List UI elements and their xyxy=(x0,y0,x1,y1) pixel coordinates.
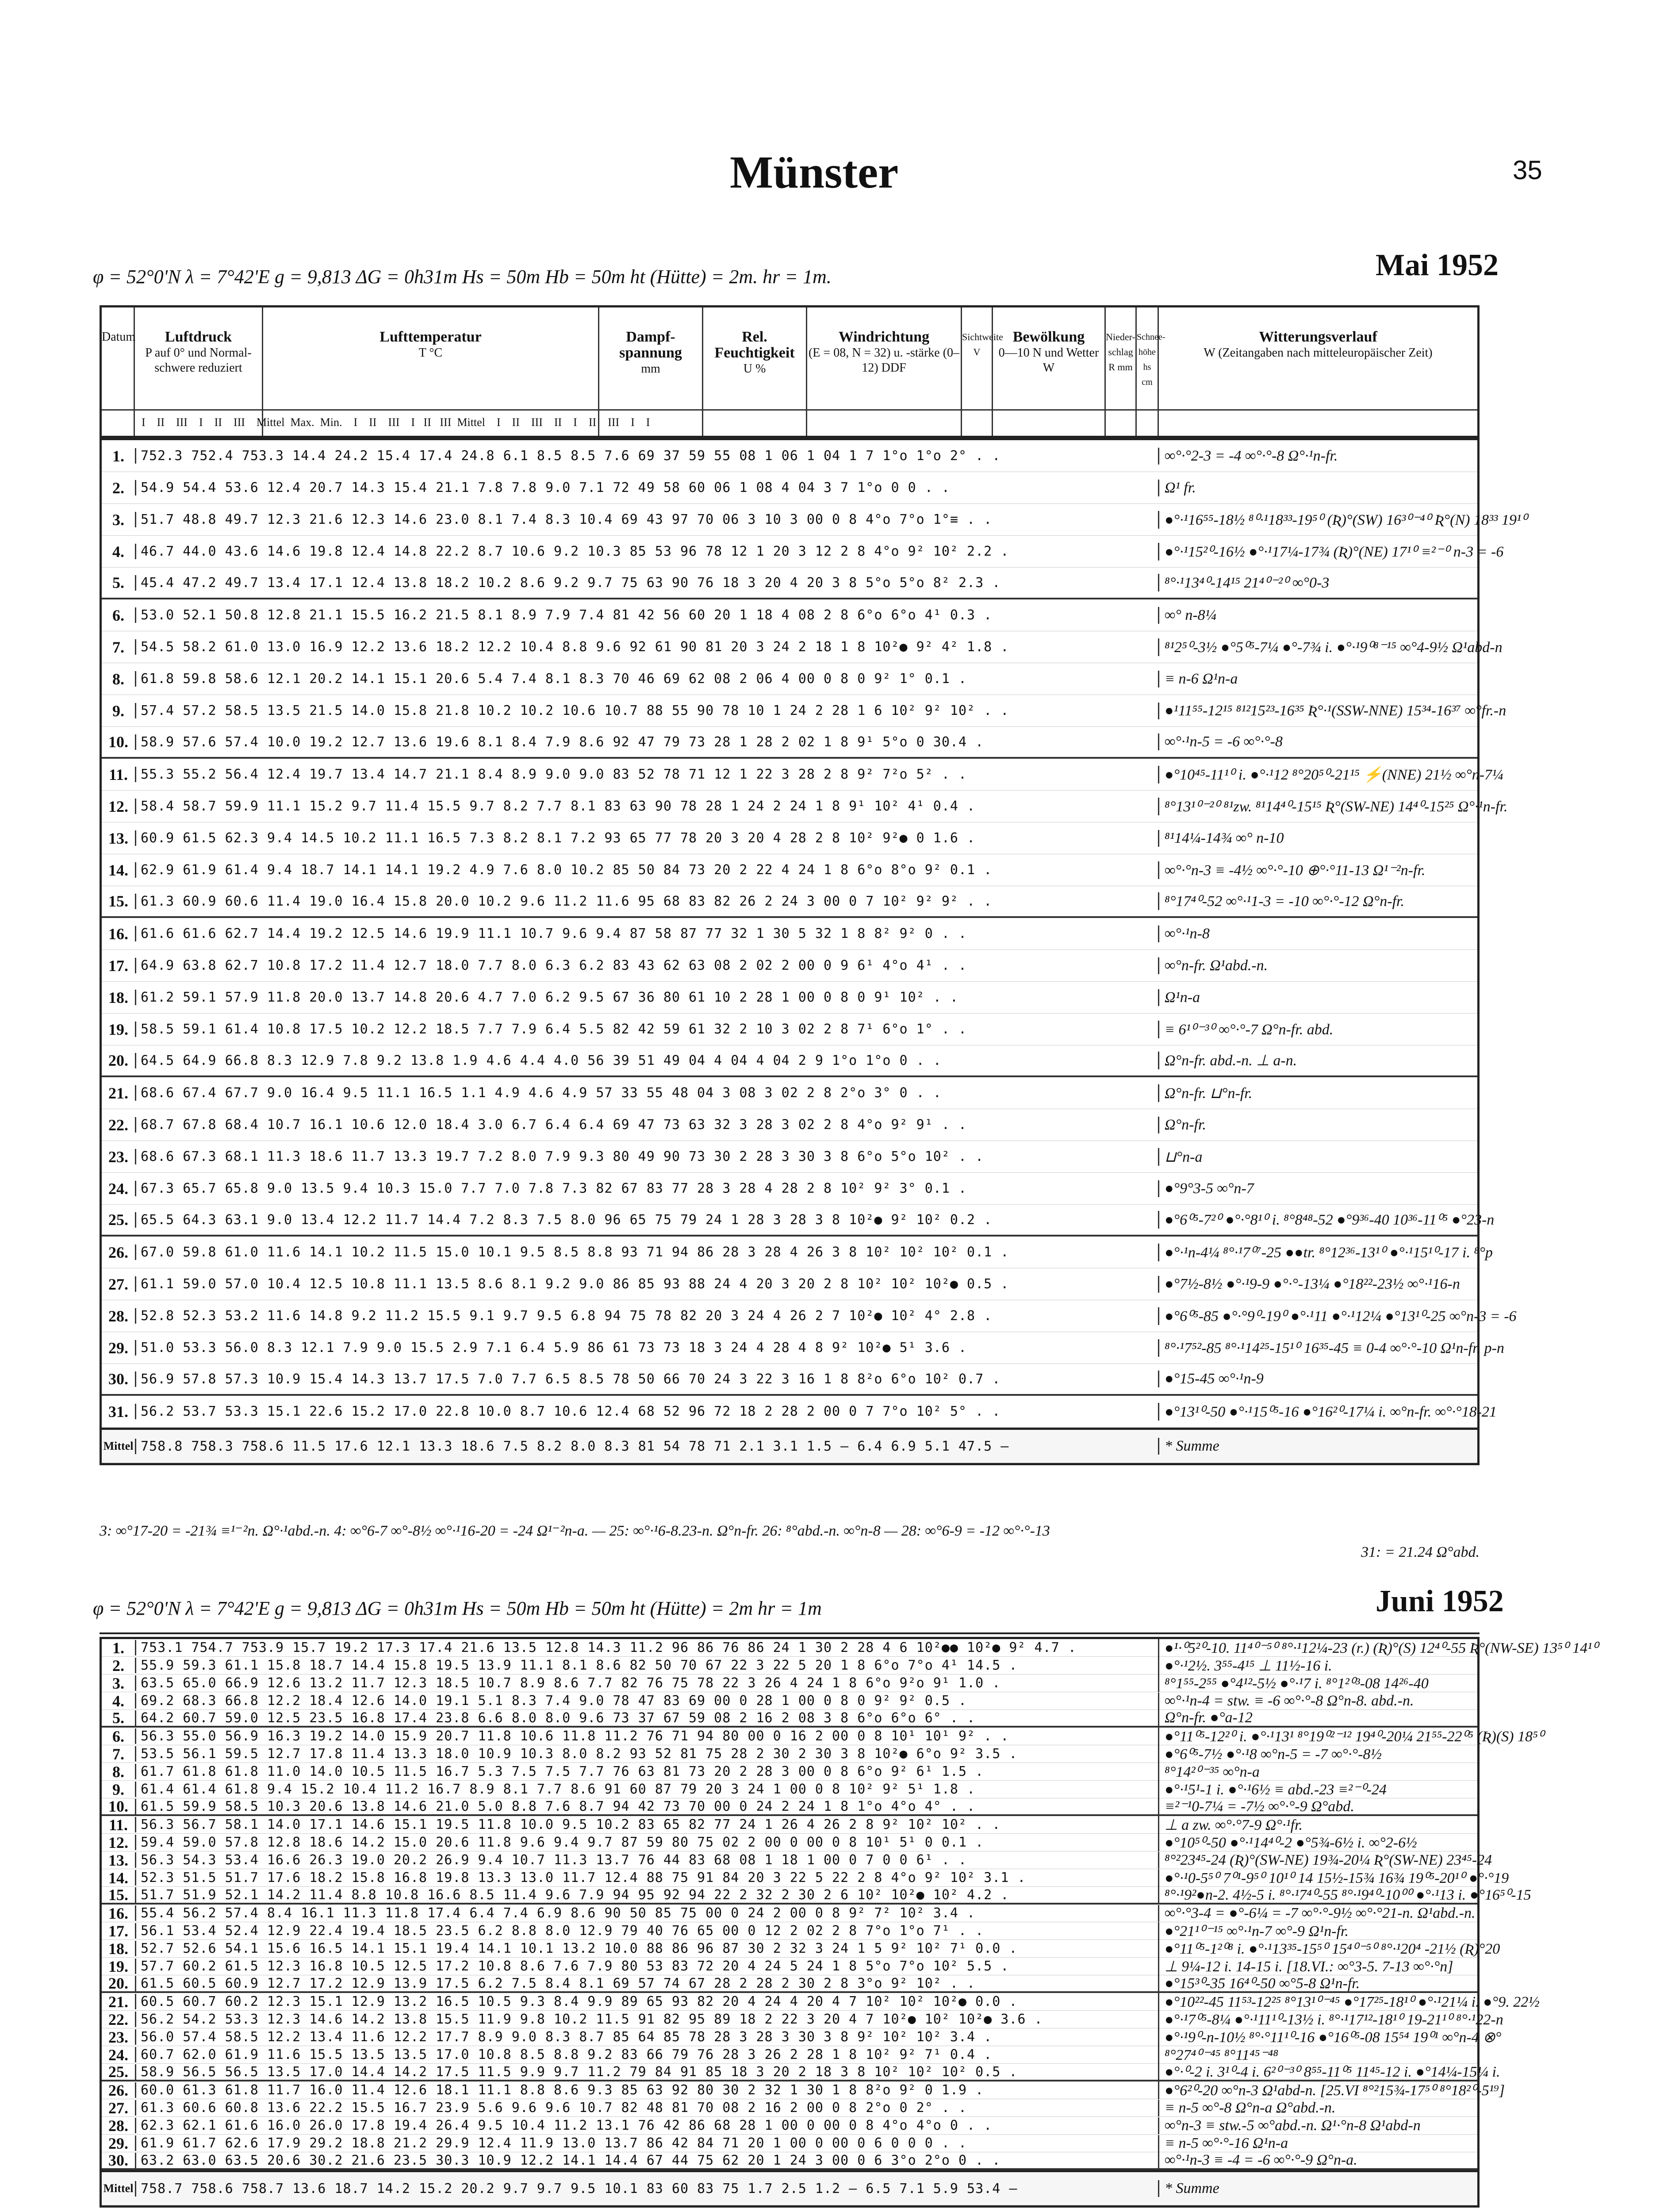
row-weather-log: ●°·¹2½. 3⁵⁵-4¹⁵ ⊥ 11½-16 i. xyxy=(1158,1657,1487,1674)
row-date: 15. xyxy=(108,892,128,910)
header-feuchtigkeit: Rel. Feuchtigkeit U % xyxy=(703,307,807,436)
row-values: 54.9 54.4 53.6 12.4 20.7 14.3 15.4 21.1 7.8 7.8 9.0 7.1 72 49 58 60 06 1 08 4 04 3 7 1°o 0 0 . . xyxy=(135,480,1158,495)
header-luftdruck: Luftdruck P auf 0° und Normal-schwere reduziert xyxy=(135,307,263,436)
mai-station-params: φ = 52°0'N λ = 7°42'E g = 9,813 ΔG = 0h31m Hs = 50m Hb = 50m ht (Hütte) = 2m. hr = 1m. xyxy=(93,266,832,288)
row-weather-log: ⁸°·¹7⁵²-85 ⁸°·¹14²⁵-15¹⁰ 16³⁵-45 ≡ 0-4 ∞°·°-10 Ω¹n-fr. p-n xyxy=(1158,1339,1487,1357)
row-date: 10. xyxy=(108,733,128,751)
row-values: 61.6 61.6 62.7 14.4 19.2 12.5 14.6 19.9 11.1 10.7 9.6 9.4 87 58 87 77 32 1 30 5 32 1 8 8² 9² 0 . . xyxy=(135,926,1158,941)
mittel-values: 758.7 758.6 758.7 13.6 18.7 14.2 15.2 20.2 9.7 9.7 9.5 10.1 83 60 83 75 1.7 2.5 1.2 — 6.5 7.1 5.9 53.4 — xyxy=(135,2181,1158,2197)
table-row xyxy=(102,1639,1598,1657)
header-dampfspannung: Dampf-spannung mm xyxy=(599,307,703,436)
row-date: 13. xyxy=(108,1851,128,1869)
table-row xyxy=(102,1958,1477,1975)
table-row xyxy=(102,1109,1477,1141)
mittel-values: 758.8 758.3 758.6 11.5 17.6 12.1 13.3 18.6 7.5 8.2 8.0 8.3 81 54 78 71 2.1 3.1 1.5 — 6.4 6.9 5.1 47.5 — xyxy=(135,1439,1158,1454)
table-row xyxy=(102,504,1527,536)
row-values: 56.2 54.2 53.3 12.3 14.6 14.2 13.8 15.5 11.9 9.8 10.2 11.5 91 82 95 89 18 2 22 3 20 4 7 10²● 10² 10²● 3.6 . xyxy=(135,2012,1158,2027)
row-weather-log: ∞°·¹n-3 ≡ -4 = -6 ∞°·°-9 Ω°n-a. xyxy=(1158,2152,1487,2169)
row-weather-log: ⊥ 9¼-12 i. 14-15 i. [18.VI.: ∞°3-5. 7-13 ∞°·°n] xyxy=(1158,1958,1487,1975)
row-values: 68.6 67.4 67.7 9.0 16.4 9.5 11.1 16.5 1.1 4.9 4.6 4.9 57 33 55 48 04 3 08 3 02 2 8 2°o 3° 0 . . xyxy=(135,1085,1158,1101)
row-date: 8. xyxy=(112,1763,124,1781)
row-weather-log: Ω°n-fr. xyxy=(1158,1117,1487,1133)
row-weather-log: ●°6²⁰-20 ∞°n-3 Ω¹abd-n. [25.VI ⁸°²15¾-17⁵⁰ ⁸°18²⁰-5¹⁹] xyxy=(1158,2081,1487,2099)
row-values: 56.3 54.3 53.4 16.6 26.3 19.0 20.2 26.9 9.4 10.7 11.3 13.7 76 44 83 68 08 1 18 1 00 0 7 0 0 6¹ . . xyxy=(135,1852,1158,1868)
table-row xyxy=(102,599,1477,631)
row-values: 62.3 62.1 61.6 16.0 26.0 17.8 19.4 26.4 9.5 10.4 11.2 13.1 76 42 86 68 28 1 00 0 00 0 8 4°o 4°o 0 . . xyxy=(135,2118,1158,2133)
row-values: 51.7 51.9 52.1 14.2 11.4 8.8 10.8 16.6 8.5 11.4 9.6 7.9 94 95 92 94 22 2 32 2 30 2 6 10² 10²● 10² 4.2 . xyxy=(135,1887,1158,1903)
table-row xyxy=(102,1077,1477,1109)
row-values: 51.0 53.3 56.0 8.3 12.1 7.9 9.0 15.5 2.9 7.1 6.4 5.9 86 61 73 73 18 3 24 4 28 4 8 9² 10²● 5¹ 3.6 . xyxy=(135,1340,1158,1356)
table-row xyxy=(102,1763,1477,1781)
row-values: 55.3 55.2 56.4 12.4 19.7 13.4 14.7 21.1 8.4 8.9 9.0 9.0 83 52 78 71 12 1 22 3 28 2 8 9² 7²o 5² . . xyxy=(135,767,1158,782)
table-row xyxy=(102,1798,1477,1816)
table-row xyxy=(102,1834,1477,1851)
row-weather-log: ●°·¹n-4¼ ⁸°·¹7⁰⁷-25 ●●tr. ⁸°12³⁶-13¹⁰ ●°·¹15¹⁰-17 i. ⁸°p xyxy=(1158,1244,1487,1261)
row-weather-log: ∞°·¹n-5 = -6 ∞°·°-8 xyxy=(1158,733,1487,750)
row-values: 65.5 64.3 63.1 9.0 13.4 12.2 11.7 14.4 7.2 8.3 7.5 8.0 96 65 75 79 24 1 28 3 28 3 8 10²● 9² 10² 0.2 . xyxy=(135,1212,1158,1228)
row-weather-log: ●°·¹7⁰⁵-8¼ ●°·¹11¹⁰-13½ i. ⁸°·¹17¹²-18¹⁰ 19-21¹⁰ ⁸°·¹22-n xyxy=(1158,2011,1487,2028)
row-weather-log: ∞°·¹n-8 xyxy=(1158,926,1487,942)
page-title: Münster xyxy=(730,147,899,198)
row-values: 52.3 51.5 51.7 17.6 18.2 15.8 16.8 19.8 13.3 13.0 11.7 12.4 88 75 91 84 20 3 22 5 22 2 8 4°o 9² 10² 3.1 . xyxy=(135,1870,1158,1886)
row-date: 28. xyxy=(108,2116,128,2135)
row-weather-log: ●°·¹15²⁰-16½ ●°·¹17¼-17¾ (Ʀ)°(NE) 17¹⁰ ≡²⁻⁰ n-3 = -6 xyxy=(1158,543,1487,561)
table-row xyxy=(102,791,1508,822)
row-weather-log: ⁸°·¹9²●n-2. 4½-5 i. ⁸°·¹7⁴⁰-55 ⁸°·¹9⁴⁰-10⁰⁰ ●°·¹13 i. ●°16⁵⁰-15 xyxy=(1158,1886,1487,1904)
row-date: 2. xyxy=(112,1656,124,1674)
row-values: 57.7 60.2 61.5 12.3 16.8 10.5 12.5 17.2 10.8 8.6 7.6 7.9 80 53 83 72 20 4 24 5 24 1 8 5°o 7°o 10² 5.5 . xyxy=(135,1959,1158,1974)
table-row xyxy=(102,631,1503,663)
table-row xyxy=(102,1727,1544,1745)
row-date: 22. xyxy=(108,2010,128,2028)
row-values: 46.7 44.0 43.6 14.6 19.8 12.4 14.8 22.2 8.7 10.6 9.2 10.3 85 53 96 78 12 1 20 3 12 2 8 4°o 9² 10² 2.2 . xyxy=(135,544,1158,559)
row-date: 1. xyxy=(112,1639,124,1657)
row-values: 56.2 53.7 53.3 15.1 22.6 15.2 17.0 22.8 10.0 8.7 10.6 12.4 68 52 96 72 18 2 28 2 00 0 7 7°o 10² 5° . . xyxy=(135,1404,1158,1419)
row-date: 12. xyxy=(108,1833,128,1851)
row-date: 21. xyxy=(108,1993,128,2011)
row-values: 64.9 63.8 62.7 10.8 17.2 11.4 12.7 18.0 7.7 8.0 6.3 6.2 83 43 62 63 08 2 02 2 00 0 9 6¹ 4°o 4¹ . . xyxy=(135,958,1158,973)
row-date: 26. xyxy=(108,2081,128,2099)
row-values: 55.4 56.2 57.4 8.4 16.1 11.3 11.8 17.4 6.4 7.4 6.9 8.6 90 50 85 75 00 0 24 2 00 0 8 9² 7² 10² 3.4 . xyxy=(135,1905,1158,1921)
row-date: 4. xyxy=(112,1692,124,1710)
row-values: 68.7 67.8 68.4 10.7 16.1 10.6 12.0 18.4 3.0 6.7 6.4 6.4 69 47 73 63 32 3 28 3 02 2 8 4°o 9² 9¹ . . xyxy=(135,1117,1158,1133)
row-date: 6. xyxy=(112,1727,124,1745)
header-bewoelkung: Bewölkung 0—10 N und Wetter W xyxy=(993,307,1106,436)
row-values: 63.5 65.0 66.9 12.6 13.2 11.7 12.3 18.5 10.7 8.9 8.6 7.7 82 76 75 78 22 3 26 4 24 1 8 6°o 9²o 9¹ 1.0 . xyxy=(135,1675,1158,1691)
table-row xyxy=(102,1205,1495,1237)
row-date: 13. xyxy=(108,829,128,847)
row-date: 22. xyxy=(108,1116,128,1134)
row-weather-log: ⁸°27⁴⁰⁻⁴⁵ ⁸°11⁴⁵⁻⁴⁸ xyxy=(1158,2046,1487,2064)
table-row xyxy=(102,1300,1517,1332)
table-row xyxy=(102,2063,1500,2081)
row-date: 25. xyxy=(108,1211,128,1229)
row-values: 53.5 56.1 59.5 12.7 17.8 11.4 13.3 18.0 10.9 10.3 8.0 8.2 93 52 81 75 28 2 30 2 30 3 8 10²● 6°o 9² 3.5 . xyxy=(135,1746,1158,1762)
row-weather-log: ●°10⁵⁰-50 ●°·¹14⁴⁰-2 ●°5¾-6½ i. ∞°2-6½ xyxy=(1158,1834,1487,1851)
row-values: 64.5 64.9 66.8 8.3 12.9 7.8 9.2 13.8 1.9 4.6 4.4 4.0 56 39 51 49 04 4 04 4 04 2 9 1°o 1°o 0 . . xyxy=(135,1053,1158,1068)
table-row xyxy=(102,1268,1477,1300)
row-date: 1. xyxy=(112,447,124,465)
row-weather-log: ∞°n-3 ≡ stw.-5 ∞°abd.-n. Ω¹·°n-8 Ω¹abd-n xyxy=(1158,2117,1487,2134)
row-date: 5. xyxy=(112,574,124,591)
table-row xyxy=(102,2152,1477,2170)
row-weather-log: ≡ 6¹⁰⁻³⁰ ∞°·°-7 Ω°n-fr. abd. xyxy=(1158,1021,1487,1038)
header-datum: Datum xyxy=(102,307,135,436)
header-witterung: Witterungsverlauf W (Zeitangaben nach mitteleuropäischer Zeit) xyxy=(1204,329,1433,360)
row-date: 23. xyxy=(108,1148,128,1166)
row-values: 55.9 59.3 61.1 15.8 18.7 14.4 15.8 19.5 13.9 11.1 8.1 8.6 82 50 70 67 22 3 22 5 20 1 8 6°o 7°o 4¹ 14.5 . xyxy=(135,1658,1158,1673)
row-weather-log: ●°21¹⁰⁻¹⁵ ∞°·¹n-7 ∞°-9 Ω¹n-fr. xyxy=(1158,1922,1487,1940)
row-weather-log: ≡²⁻¹0-7¼ = -7½ ∞°·°-9 Ω°abd. xyxy=(1158,1797,1487,1815)
table-row xyxy=(102,1657,1477,1674)
mittel-row xyxy=(102,2170,1477,2205)
row-values: 61.5 60.5 60.9 12.7 17.2 12.9 13.9 17.5 6.2 7.5 8.4 8.1 69 57 74 67 28 2 28 2 30 2 8 3°o 9² 10² . . xyxy=(135,1976,1158,1991)
row-date: 11. xyxy=(108,765,128,783)
table-row xyxy=(102,822,1477,854)
table-row xyxy=(102,886,1477,918)
table-row xyxy=(102,1674,1477,1692)
table-row xyxy=(102,1781,1477,1798)
row-values: 68.6 67.3 68.1 11.3 18.6 11.7 13.3 19.7 7.2 8.0 7.9 9.3 80 49 90 73 30 2 28 3 30 3 8 6°o 5°o 10² . . xyxy=(135,1149,1158,1164)
table-row xyxy=(102,1173,1477,1205)
row-values: 59.4 59.0 57.8 12.8 18.6 14.2 15.0 20.6 11.8 9.6 9.4 9.7 87 59 80 75 02 2 00 0 00 0 8 10¹ 5¹ 0 0.1 . xyxy=(135,1835,1158,1850)
row-weather-log: ⁸°13¹⁰⁻²⁰ ⁸¹zw. ⁸¹14⁴⁰-15¹⁵ Ʀ°(SW-NE) 14⁴⁰-15²⁵ Ω°·¹n-fr. xyxy=(1158,798,1487,815)
row-date: 30. xyxy=(108,2151,128,2169)
mai-note-2: 31: = 21.24 Ω°abd. xyxy=(1361,1544,1480,1560)
table-row xyxy=(102,1886,1531,1905)
table-row xyxy=(102,759,1503,791)
row-values: 61.3 60.9 60.6 11.4 19.0 16.4 15.8 20.0 10.2 9.6 11.2 11.6 95 68 83 82 26 2 24 3 00 0 7 10² 9² 9² . . xyxy=(135,894,1158,909)
row-date: 7. xyxy=(112,1745,124,1763)
row-date: 10. xyxy=(108,1797,128,1815)
table-row xyxy=(102,1905,1477,1922)
row-date: 16. xyxy=(108,925,128,943)
row-weather-log: ≡ n-5 ∞°-8 Ω°n-a Ω°abd.-n. xyxy=(1158,2100,1487,2116)
row-date: 25. xyxy=(108,2063,128,2081)
table-row xyxy=(102,536,1504,568)
row-date: 3. xyxy=(112,511,124,529)
row-weather-log: ⁸°17⁴⁰-52 ∞°·¹1-3 = -10 ∞°·°-12 Ω°n-fr. xyxy=(1158,892,1487,910)
row-weather-log: ⊔°n-a xyxy=(1158,1148,1487,1166)
row-weather-log: Ω°n-fr. ⊔°n-fr. xyxy=(1158,1084,1487,1102)
juni-top-rule xyxy=(100,1632,1480,1634)
row-date: 29. xyxy=(108,1339,128,1357)
row-values: 61.7 61.8 61.8 11.0 14.0 10.5 11.5 16.7 5.3 7.5 7.5 7.7 76 63 81 73 20 2 28 3 00 0 8 6°o 9² 6¹ 1.5 . xyxy=(135,1764,1158,1779)
table-row xyxy=(102,1975,1477,1993)
table-row xyxy=(102,2010,1503,2028)
table-row xyxy=(102,1141,1477,1173)
mai-note-1: 3: ∞°17-20 = -21¾ ≡¹⁻²n. Ω°·¹abd.-n. 4: ∞°6-7 ∞°-8½ ∞°·¹16-20 = -24 Ω¹⁻²n-a. — 25: ∞°·¹6-8.23-n. Ω°n-fr. 26: ⁸°abd.-n. ∞°n-8 — 28: ∞°6-9 = -12 ∞°·°-13 xyxy=(100,1523,1050,1539)
table-row xyxy=(102,918,1477,950)
table-row xyxy=(102,854,1477,886)
row-date: 23. xyxy=(108,2028,128,2046)
row-weather-log: ●°6⁰⁵-85 ●°·°9⁰-19⁰ ●°·¹11 ●°·¹12¼ ●°13¹⁰-25 ∞°n-3 = -6 xyxy=(1158,1307,1487,1325)
row-date: 26. xyxy=(108,1243,128,1261)
mittel-summe: * Summe xyxy=(1158,1438,1487,1455)
row-weather-log: ●°·¹9⁰-n-10½ ⁸°·°11¹⁰-16 ●°16⁰⁵-08 15⁵⁴ 19⁰¹ ∞°n-4 ⊗° xyxy=(1158,2028,1487,2046)
row-values: 52.8 52.3 53.2 11.6 14.8 9.2 11.2 15.5 9.1 9.7 9.5 6.8 94 75 78 82 20 3 24 4 26 2 7 10²● 10² 4° 2.8 . xyxy=(135,1308,1158,1324)
table-row xyxy=(102,2117,1477,2135)
row-date: 14. xyxy=(108,1869,128,1887)
row-values: 753.1 754.7 753.9 15.7 19.2 17.3 17.4 21.6 13.5 12.8 14.3 11.2 96 86 76 86 24 1 30 2 28 4 6 10²●● 10²● 9² 4.7 . xyxy=(135,1640,1158,1655)
table-row xyxy=(102,1332,1504,1364)
row-weather-log: ●°15-45 ∞°·¹n-9 xyxy=(1158,1371,1487,1387)
row-weather-log: ●¹11⁵⁵-12¹⁵ ⁸¹²15²³-16³⁵ Ʀ°·¹(SSW-NNE) 15³⁴-16³⁷ ∞°fr.-n xyxy=(1158,703,1487,719)
row-date: 9. xyxy=(112,702,124,720)
table-row xyxy=(102,1710,1477,1728)
table-row xyxy=(102,2028,1502,2046)
row-date: 18. xyxy=(108,1939,128,1958)
row-date: 28. xyxy=(108,1307,128,1325)
row-values: 61.8 59.8 58.6 12.1 20.2 14.1 15.1 20.6 5.4 7.4 8.1 8.3 70 46 69 62 08 2 06 4 00 0 8 0 9² 1° 0.1 . xyxy=(135,671,1158,687)
row-date: 4. xyxy=(112,542,124,561)
row-weather-log: ●°10⁴⁵-11¹⁰ i. ●°·¹12 ⁸°20⁵⁰-21¹⁵ ⚡(NNE) 21½ ∞°n-7¼ xyxy=(1158,766,1487,783)
juni-station-params: φ = 52°0'N λ = 7°42'E g = 9,813 ΔG = 0h31m Hs = 50m Hb = 50m ht (Hütte) = 2m hr = 1m xyxy=(93,1598,822,1619)
row-weather-log: ●°6⁰⁵-7²⁰ ●°·°8¹⁰ i. ⁸°8⁴⁸-52 ●°9³⁶-40 10³⁶-11⁰⁵ ●°23-n xyxy=(1158,1211,1487,1229)
row-weather-log: Ω¹n-a xyxy=(1158,989,1487,1006)
row-values: 67.0 59.8 61.0 11.6 14.1 10.2 11.5 15.0 10.1 9.5 8.5 8.8 93 71 94 86 28 3 28 4 26 3 8 10² 10² 10² 0.1 . xyxy=(135,1244,1158,1260)
row-weather-log: ●°11⁰⁵-1²⁰⁸ i. ●°·¹13³⁵-15⁵⁰ 15⁴⁰⁻⁵⁰ ⁸°·¹20⁴ -21½ (Ʀ)°20 xyxy=(1158,1940,1487,1958)
row-weather-log: ⁸¹2⁵⁰-3½ ●°5⁰⁵-7¼ ●°-7¾ i. ●°·¹9⁰⁸⁻¹⁵ ∞°4-9½ Ω¹abd-n xyxy=(1158,638,1487,656)
table-row xyxy=(102,1364,1477,1396)
row-date: 8. xyxy=(112,670,124,688)
row-date: 6. xyxy=(112,606,124,624)
row-weather-log: ⁸°1⁵⁵-2⁵⁵ ●°4¹²-5½ ●°·¹7 i. ⁸°1²⁰³-08 14²⁶-40 xyxy=(1158,1674,1487,1692)
row-weather-log: ●°·¹5¹-1 i. ●°·¹6½ ≡ abd.-23 ≡²⁻⁰-24 xyxy=(1158,1781,1487,1798)
table-row xyxy=(102,1816,1477,1834)
row-values: 60.0 61.3 61.8 11.7 16.0 11.4 12.6 18.1 11.1 8.8 8.6 9.3 85 63 92 80 30 2 32 1 30 1 8 8²o 9² 0 1.9 . xyxy=(135,2082,1158,2098)
row-date: 12. xyxy=(108,797,128,815)
row-date: 3. xyxy=(112,1674,124,1692)
table-row xyxy=(102,1939,1500,1958)
table-row xyxy=(102,663,1477,695)
row-values: 60.7 62.0 61.9 11.6 15.5 13.5 13.5 17.0 10.8 8.5 8.8 9.2 83 66 79 76 28 3 26 2 28 1 8 10² 9² 7¹ 0.4 . xyxy=(135,2047,1158,2062)
row-weather-log: ≡ n-6 Ω¹n-a xyxy=(1158,671,1487,687)
mittel-summe: * Summe xyxy=(1158,2180,1487,2197)
row-values: 56.0 57.4 58.5 12.2 13.4 11.6 12.2 17.7 8.9 9.0 8.3 8.7 85 64 85 78 28 3 28 3 30 3 8 9² 10² 10² 3.4 . xyxy=(135,2029,1158,2045)
row-weather-log: ⊥ a zw. ∞°·°7-9 Ω°·¹fr. xyxy=(1158,1816,1487,1834)
row-values: 58.4 58.7 59.9 11.1 15.2 9.7 11.4 15.5 9.7 8.2 7.7 8.1 83 63 90 78 28 1 24 2 24 1 8 9¹ 10² 4¹ 0.4 . xyxy=(135,799,1158,814)
page-number: 35 xyxy=(1513,155,1542,185)
row-values: 57.4 57.2 58.5 13.5 21.5 14.0 15.8 21.8 10.2 10.2 10.6 10.7 88 55 90 78 10 1 24 2 28 1 6 10² 9² 10² . . xyxy=(135,703,1158,718)
row-weather-log: ∞°·¹n-4 = stw. ≡ -6 ∞°·°-8 Ω°n-8. abd.-n. xyxy=(1158,1693,1487,1709)
row-values: 45.4 47.2 49.7 13.4 17.1 12.4 13.8 18.2 10.2 8.6 9.2 9.7 75 63 90 76 18 3 20 4 20 3 8 5°o 5°o 8² 2.3 . xyxy=(135,575,1158,591)
table-row xyxy=(102,1692,1477,1710)
row-date: 11. xyxy=(108,1816,128,1834)
row-values: 752.3 752.4 753.3 14.4 24.2 15.4 17.4 24.8 6.1 8.5 8.5 7.6 69 37 59 55 08 1 06 1 04 1 7 1°o 1°o 2° . . xyxy=(135,448,1158,464)
row-date: 31. xyxy=(108,1402,128,1421)
table-row xyxy=(102,2081,1505,2099)
juni-month-label: Juni 1952 xyxy=(1376,1584,1504,1618)
row-values: 61.4 61.4 61.8 9.4 15.2 10.4 11.2 16.7 8.9 8.1 7.7 8.6 91 60 87 79 20 3 24 1 00 0 8 10² 9² 5¹ 1.8 . xyxy=(135,1782,1158,1797)
row-date: 29. xyxy=(108,2134,128,2152)
row-weather-log: ⁸°14²⁰⁻³⁵ ∞°n-a xyxy=(1158,1763,1487,1781)
row-weather-log: ⁸°²23⁴⁵-24 (Ʀ)°(SW-NE) 19¾-20¼ Ʀ°(SW-NE) 23⁴⁵-24 xyxy=(1158,1852,1487,1869)
row-weather-log: ∞°·°3-4 = ●°-6¼ = -7 ∞°·°-9½ ∞°·°21-n. Ω¹abd.-n. xyxy=(1158,1905,1487,1922)
table-row xyxy=(102,695,1506,727)
row-values: 53.0 52.1 50.8 12.8 21.1 15.5 16.2 21.5 8.1 8.9 7.9 7.4 81 42 56 60 20 1 18 4 08 2 8 6°o 6°o 4¹ 0.3 . xyxy=(135,607,1158,623)
table-row xyxy=(102,1045,1477,1077)
row-values: 56.9 57.8 57.3 10.9 15.4 14.3 13.7 17.5 7.0 7.7 6.5 8.5 78 50 66 70 24 3 22 3 16 1 8 8²o 6°o 10² 0.7 . xyxy=(135,1371,1158,1387)
mai-month-label: Mai 1952 xyxy=(1376,248,1499,282)
row-values: 56.1 53.4 52.4 12.9 22.4 19.4 18.5 23.5 6.2 8.8 8.0 12.9 79 40 76 65 00 0 12 2 02 2 8 7°o 1°o 7¹ . . xyxy=(135,1923,1158,1939)
row-weather-log: ∞° n-8¼ xyxy=(1158,607,1487,624)
row-values: 64.2 60.7 59.0 12.5 23.5 16.8 17.4 23.8 6.6 8.0 8.0 9.6 73 37 67 59 08 2 16 2 08 3 8 6°o 6°o 6° . . xyxy=(135,1710,1158,1726)
juni-table xyxy=(100,1637,1598,2208)
table-row xyxy=(102,1869,1509,1887)
row-values: 58.9 57.6 57.4 10.0 19.2 12.7 13.6 19.6 8.1 8.4 7.9 8.6 92 47 79 73 28 1 28 2 02 1 8 9¹ 5°o 0 30.4 . xyxy=(135,734,1158,750)
row-date: 17. xyxy=(108,1922,128,1940)
table-row xyxy=(102,982,1477,1014)
row-weather-log: ●¹·⁰5²⁰-10. 11⁴⁰⁻⁵⁰ ⁸°·¹12¼-23 (r.) (Ʀ)°(S) 12⁴⁰-55 Ʀ°(NW-SE) 13⁵⁰ 14¹⁰ xyxy=(1158,1639,1487,1657)
row-values: 60.9 61.5 62.3 9.4 14.5 10.2 11.1 16.5 7.3 8.2 8.1 7.2 93 65 77 78 20 3 20 4 28 2 8 10² 9²● 0 1.6 . xyxy=(135,830,1158,846)
row-weather-log: ●°·¹16⁵⁵-18½ ⁸⁰·¹18³³-19⁵⁰ (Ʀ)°(SW) 16³⁰⁻⁴⁰ Ʀ°(N) 18³³ 19¹⁰ xyxy=(1158,511,1487,529)
row-date: 7. xyxy=(112,638,124,656)
table-row xyxy=(102,1237,1493,1268)
header-niederschlag: Nieder-schlag R mm xyxy=(1106,307,1137,436)
row-weather-log: Ω°n-fr. ●°a-12 xyxy=(1158,1709,1487,1726)
table-row xyxy=(102,1922,1477,1940)
row-date: 19. xyxy=(108,1020,128,1038)
row-date: 27. xyxy=(108,1275,128,1293)
row-date: 17. xyxy=(108,956,128,975)
row-date: 2. xyxy=(112,479,124,497)
row-values: 51.7 48.8 49.7 12.3 21.6 12.3 14.6 23.0 8.1 7.4 8.3 10.4 69 43 97 70 06 3 10 3 00 0 8 4°o 7°o 1°≡ . . xyxy=(135,512,1158,527)
table-row xyxy=(102,1745,1477,1763)
row-values: 52.7 52.6 54.1 15.6 16.5 14.1 15.1 19.4 14.1 10.1 13.2 10.0 88 86 96 87 30 2 32 3 24 1 5 9² 10² 7¹ 0.0 . xyxy=(135,1941,1158,1956)
table-row xyxy=(102,1851,1492,1869)
row-weather-log: ●°·¹0-5⁵⁰ 7⁰¹-9⁵⁰ 10¹⁰ 14 15½-15¾ 16¾ 19⁰⁵-20¹⁰ ●°·°19 xyxy=(1158,1869,1487,1887)
row-values: 62.9 61.9 61.4 9.4 18.7 14.1 14.1 19.2 4.9 7.6 8.0 10.2 85 50 84 73 20 2 22 4 24 1 8 6°o 8°o 9² 0.1 . xyxy=(135,862,1158,878)
row-date: 20. xyxy=(108,1052,128,1069)
row-values: 61.1 59.0 57.0 10.4 12.5 10.8 11.1 13.5 8.6 8.1 9.2 9.0 86 85 93 88 24 4 20 3 20 2 8 10² 10² 10²● 0.5 . xyxy=(135,1276,1158,1292)
header-windrichtung: Windrichtung (E = 08, N = 32) u. -stärke (0–12) DDF xyxy=(807,307,962,436)
table-row xyxy=(102,2099,1477,2117)
row-date: 30. xyxy=(108,1370,128,1388)
mittel-label: Mittel xyxy=(103,1440,134,1452)
mai-table-header xyxy=(100,305,1480,438)
row-values: 63.2 63.0 63.5 20.6 30.2 21.6 23.5 30.3 10.9 12.2 14.1 14.4 67 44 75 62 20 1 24 3 00 0 6 3°o 2°o 0 . . xyxy=(135,2153,1158,2168)
table-row xyxy=(102,950,1477,982)
header-subcolumns: I II III I II III Mittel Max. Min. I II III I II III Mittel I II III II I II III I I xyxy=(142,416,650,429)
row-values: 61.5 59.9 58.5 10.3 20.6 13.8 14.6 21.0 5.0 8.8 7.6 8.7 94 42 73 70 00 0 24 2 24 1 8 1°o 4°o 4° . . xyxy=(135,1799,1158,1814)
table-row xyxy=(102,1396,1497,1428)
table-row xyxy=(102,1014,1477,1045)
row-weather-log: Ω¹ fr. xyxy=(1158,480,1487,496)
row-values: 58.9 56.5 56.5 13.5 17.0 14.4 14.2 17.5 11.5 9.9 9.7 11.2 79 84 91 85 18 3 20 2 18 3 8 10² 10² 10² 0.5 . xyxy=(135,2064,1158,2080)
row-date: 20. xyxy=(108,1974,128,1992)
table-row xyxy=(102,727,1477,759)
row-weather-log: Ω°n-fr. abd.-n. ⊥ a-n. xyxy=(1158,1052,1487,1069)
row-values: 61.9 61.7 62.6 17.9 29.2 18.8 21.2 29.9 12.4 11.9 13.0 13.7 86 42 84 71 20 1 00 0 00 0 6 0 0 0 . . xyxy=(135,2135,1158,2151)
table-row xyxy=(102,440,1477,472)
header-lufttemperatur: Lufttemperatur T °C xyxy=(263,307,599,436)
row-date: 18. xyxy=(108,988,128,1006)
row-weather-log: ≡ n-5 ∞°·°-16 Ω¹n-a xyxy=(1158,2135,1487,2152)
row-weather-log: ●°7½-8½ ●°·¹9-9 ●°·°-13¼ ●°18²²-23½ ∞°·¹16-n xyxy=(1158,1276,1487,1293)
row-weather-log: ●°9°3-5 ∞°n-7 xyxy=(1158,1180,1487,1197)
row-date: 5. xyxy=(112,1709,124,1727)
row-date: 9. xyxy=(112,1780,124,1798)
row-values: 60.5 60.7 60.2 12.3 15.1 12.9 13.2 16.5 10.5 9.3 8.4 9.9 89 65 93 82 20 4 24 4 20 4 7 10² 10² 10²● 0.0 . xyxy=(135,1994,1158,2009)
row-date: 21. xyxy=(108,1084,128,1102)
row-weather-log: ⁸¹14¼-14¾ ∞° n-10 xyxy=(1158,830,1487,847)
row-date: 15. xyxy=(108,1886,128,1904)
row-weather-log: ∞°·°2-3 = -4 ∞°·°-8 Ω°·¹n-fr. xyxy=(1158,448,1487,465)
table-row xyxy=(102,2135,1477,2152)
mai-table xyxy=(100,438,1527,1465)
table-row xyxy=(102,568,1477,599)
row-date: 16. xyxy=(108,1904,128,1922)
row-values: 61.3 60.6 60.8 13.6 22.2 15.5 16.7 23.9 5.6 9.6 9.6 10.7 82 48 81 70 08 2 16 2 00 0 8 2°o 0 2° . . xyxy=(135,2100,1158,2116)
row-values: 56.3 56.7 58.1 14.0 17.1 14.6 15.1 19.5 11.8 10.0 9.5 10.2 83 65 82 77 24 1 26 4 26 2 8 9² 10² 10² . . xyxy=(135,1817,1158,1832)
row-date: 14. xyxy=(108,861,128,879)
table-row xyxy=(102,1993,1540,2011)
row-weather-log: ∞°·°n-3 ≡ -4½ ∞°·°-10 ⊕°·°11-13 Ω¹⁻²n-fr. xyxy=(1158,861,1487,879)
row-values: 56.3 55.0 56.9 16.3 19.2 14.0 15.9 20.7 11.8 10.6 11.8 11.2 76 71 94 80 00 0 16 2 00 0 8 10¹ 10¹ 9² . . xyxy=(135,1728,1158,1744)
row-date: 24. xyxy=(108,1179,128,1198)
row-values: 67.3 65.7 65.8 9.0 13.5 9.4 10.3 15.0 7.7 7.0 7.8 7.3 82 67 83 77 28 3 28 4 28 2 8 10² 9² 3° 0.1 . xyxy=(135,1181,1158,1196)
row-weather-log: ●°·⁰-2 i. 3¹⁰-4 i. 6²⁰⁻³⁰ 8⁵⁵-11⁰⁵ 11⁴⁵-12 i. ●°14¼-15¼ i. xyxy=(1158,2063,1487,2081)
row-weather-log: ●°11⁰⁵-12²⁰ i. ●°·¹13¹ ⁸°19⁰²⁻¹² 19⁴⁰-20¼ 21⁵⁵-22⁰⁵ (Ʀ)(S) 18⁵⁰ xyxy=(1158,1728,1487,1745)
row-weather-log: ⁸°·¹13⁴⁰-14¹⁵ 21⁴⁰⁻²⁰ ∞°0-3 xyxy=(1158,574,1487,591)
row-weather-log: ●°13¹⁰-50 ●°·¹15⁰⁵-16 ●°16²⁰-17¼ i. ∞°n-fr. ∞°·°18-21 xyxy=(1158,1403,1487,1421)
table-row xyxy=(102,2046,1477,2064)
row-weather-log: ∞°n-fr. Ω¹abd.-n. xyxy=(1158,957,1487,974)
header-sichtweite: Sichtweite V xyxy=(962,307,993,436)
header-schnee: Schnee-höhe hs cm xyxy=(1137,307,1159,436)
row-weather-log: ●°6⁰⁵-7½ ●°·¹8 ∞°n-5 = -7 ∞°·°-8½ xyxy=(1158,1745,1487,1763)
row-values: 69.2 68.3 66.8 12.2 18.4 12.6 14.0 19.1 5.1 8.3 7.4 9.0 78 47 83 69 00 0 28 1 00 0 8 0 9² 9² 0.5 . xyxy=(135,1693,1158,1709)
row-weather-log: ●°15³⁰-35 16⁴⁰-50 ∞°5-8 Ω¹n-fr. xyxy=(1158,1974,1487,1992)
row-values: 58.5 59.1 61.4 10.8 17.5 10.2 12.2 18.5 7.7 7.9 6.4 5.5 82 42 59 61 32 2 10 3 02 2 8 7¹ 6°o 1° . . xyxy=(135,1022,1158,1037)
row-date: 24. xyxy=(108,2046,128,2064)
row-date: 27. xyxy=(108,2099,128,2117)
row-values: 61.2 59.1 57.9 11.8 20.0 13.7 14.8 20.6 4.7 7.0 6.2 9.5 67 36 80 61 10 2 28 1 00 0 8 0 9¹ 10² . . xyxy=(135,990,1158,1005)
mittel-row xyxy=(102,1428,1477,1463)
row-values: 54.5 58.2 61.0 13.0 16.9 12.2 13.6 18.2 12.2 10.4 8.8 9.6 92 61 90 81 20 3 24 2 18 1 8 10²● 9² 4² 1.8 . xyxy=(135,639,1158,655)
mittel-label: Mittel xyxy=(103,2182,134,2195)
table-row xyxy=(102,472,1477,504)
row-weather-log: ●°10²²-45 11⁵³-12²⁵ ⁸°13¹⁰⁻⁴⁵ ●°17²⁵-18¹⁰ ●°·¹21¼ i. ●°9. 22½ xyxy=(1158,1993,1487,2011)
row-date: 19. xyxy=(108,1957,128,1975)
